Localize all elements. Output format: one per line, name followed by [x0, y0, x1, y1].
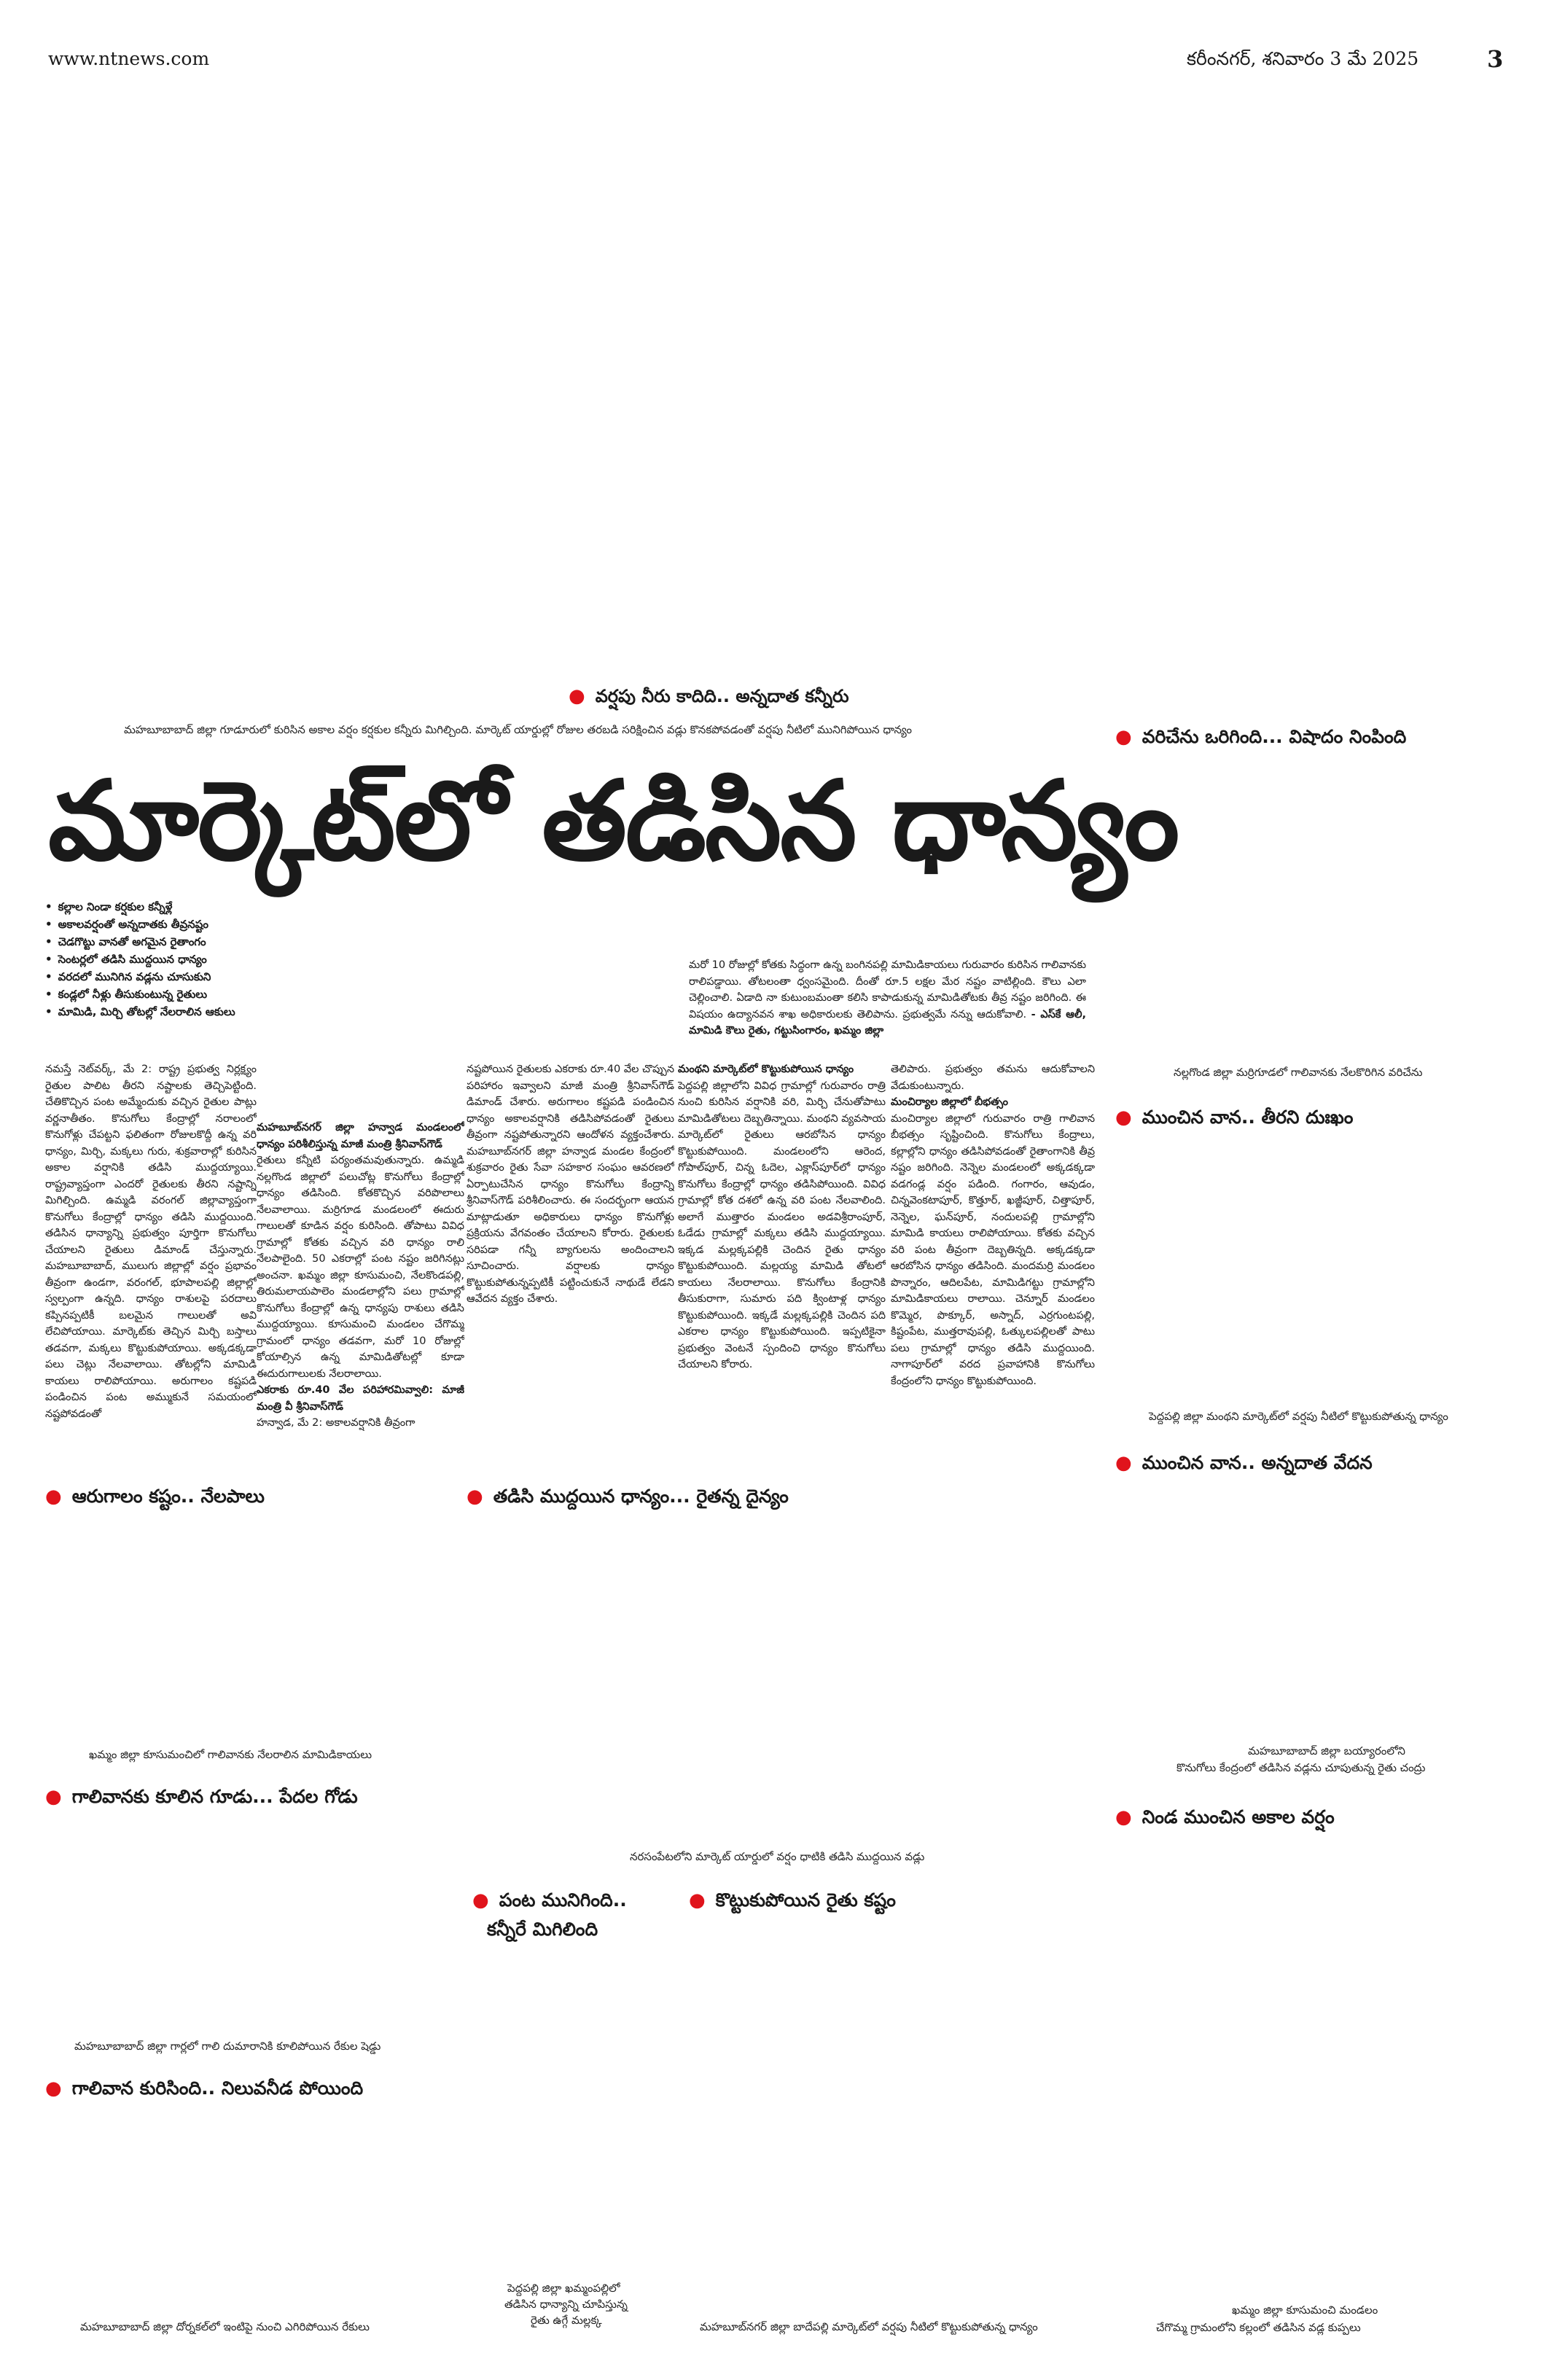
column-5-lead: తెలిపారు. ప్రభుత్వం తమను ఆదుకోవాలని వేడుకుంటున్నారు.	[891, 1064, 1095, 1092]
red-bullet-icon: ●	[472, 1889, 489, 1911]
column-5-subhead: మంచిర్యాల జిల్లాలో బీభత్సం	[891, 1096, 1009, 1108]
red-bullet-icon: ●	[1115, 1452, 1132, 1474]
column-4-body: పెద్దపల్లి జిల్లాలోని వివిధ గ్రామాల్లో గురువారం రాత్రి నుంచి కురిసిన వర్షానికి వరి, మిర్చి చేనుతోపాటు మామిడితోటలు దెబ్బతిన్నాయి. మంథని వ్యవసాయ మార్కెట్‌లో రైతులు ఆరబోసిన ధాన్యం కొట్టుకుపోయింది. మండలంలోని ఆరెంద, గోపాల్‌పూర్, చిన్న ఓదెల, ఎక్లాస్‌పూర్‌లో ధాన్యం కొనుగోలు కేంద్రాల్లో ధాన్యం తడిసిపోయింది. వివిధ గ్రామాల్లో కోత దశలో ఉన్న వరి పంట నేలవాలింది. అలాగే ముత్తారం మండలం అడవిశ్రీరాంపూర్, ఓడేడు గ్రామాల్లో మక్కలు తడిసి ముద్దయ్యాయి. ఇక్కడ మల్లక్కపల్లికి చెందిన రైతు ధాన్యం కొట్టుకుపోయింది. మల్లయ్య మామిడి తోటలో కాయలు నేలరాలాయి. కొనుగోలు కేంద్రానికి తీసుకురాగా, సుమారు పది క్వింటాళ్ల ధాన్యం కొట్టుకుపోయింది. ఇక్కడే మల్లక్కపల్లికి చెందిన పది ఎకరాల ధాన్యం కొట్టుకుపోయింది. ఇప్పటికైనా ప్రభుత్వం వెంటనే స్పందించి ధాన్యం కొనుగోలు చేయాలని కోరారు.	[678, 1080, 886, 1370]
lower-right-head: ● నిండ ముంచిన అకాల వర్షం	[1115, 1806, 1335, 1828]
bottom-caption-4-line-1: ఖమ్మం జిల్లా కూసుమంచి మండలం	[1232, 2303, 1378, 2317]
red-bullet-icon: ●	[45, 2077, 62, 2099]
right-head-3: ● ముంచిన వాన.. అన్నదాత వేదన	[1115, 1452, 1373, 1474]
right-head-2: ● ముంచిన వాన.. తీరని దుఃఖం	[1115, 1107, 1354, 1128]
right-caption-3: పెద్దపల్లి జిల్లా మంథని మార్కెట్‌లో వర్షపు నీటిలో కొట్టుకుపోతున్న ధాన్యం	[1149, 1410, 1448, 1423]
summary-bullets	[45, 898, 257, 1021]
center-lower-head-right: ● కొట్టుకుపోయిన రైతు కష్టం	[689, 1889, 896, 1911]
top-caption: మహబూబాబాద్ జిల్లా గూడూరులో కురిసిన అకాల వర్షం కర్షకుల కన్నీరు మిగిల్చింది. మార్కెట్ యార్డుల్లో రోజుల తరబడి సరిక్షించిన వడ్లు కొనకపోవడంతో వర్షపు నీటిలో మునిగిపోయిన ధాన్యం	[124, 723, 912, 736]
column-2-subhead: ఎకరాకు రూ.40 వేల పరిహారమివ్వాలి: మాజీ మంత్రి వీ శ్రీనివాస్‌గౌడ్	[257, 1384, 464, 1413]
bottom-caption-2-line-3: రైతు ఉగ్గే మల్లక్క	[531, 2314, 602, 2327]
bullet-item: • అకాలవర్షంతో అన్నదాతకు తీవ్రనష్టం	[45, 916, 257, 933]
red-bullet-icon: ●	[1115, 726, 1132, 748]
column-2-photo-caption: మహబూబ్‌నగర్ జిల్లా హన్వాడ మండలంలో ధాన్యం పరిశీలిస్తున్న మాజీ మంత్రి శ్రీనివాస్‌గౌడ్	[257, 1122, 464, 1150]
center-lower-head-left-line-2: కన్నీరే మిగిలింది	[487, 1919, 598, 1940]
bottom-caption-3: మహబూబ్‌నగర్ జిల్లా బాదేపల్లి మార్కెట్‌లో వర్షపు నీటిలో కొట్టుకుపోతున్న ధాన్యం	[700, 2320, 1038, 2333]
dateline: కరీంనగర్, శనివారం 3 మే 2025	[1187, 48, 1419, 69]
bullet-item: • కల్లాల నిండా కర్షకుల కన్నీళ్లే	[45, 898, 257, 916]
bullet-item: • వరదలో మునిగిన వడ్లను చూసుకుని	[45, 968, 257, 986]
lower-left-caption-2: మహబూబాబాద్ జిల్లా గార్లలో గాలి దుమారానికి కూలిపోయిన రేకుల షెడ్డు	[74, 2040, 381, 2053]
red-bullet-icon: ●	[467, 1486, 483, 1507]
kicker-left-bottom: ● ఆరుగాలం కష్టం.. నేలపాలు	[45, 1486, 265, 1507]
bullet-item: • కండ్లలో నీళ్లు తీసుకుంటున్న రైతులు	[45, 986, 257, 1003]
lower-right-caption-line-1: మహబూబాబాద్ జిల్లా బయ్యారంలోని	[1248, 1744, 1405, 1757]
article-column-1: నమస్తే నెట్‌వర్క్, మే 2: రాష్ట్ర ప్రభుత్వ నిర్లక్ష్యం రైతుల పాలిట తీరని నష్టాలకు తెచ్చిపెట్టింది. చేతికొచ్చిన పంట అమ్మేందుకు వచ్చిన రైతుల పాట్లు వర్ణనాతీతం. కొనుగోలు కేంద్రాల్లో నరాలంలో కొనుగోళ్లు చేపట్టని ఫలితంగా రోజులకొద్దీ ఉన్న వరి ధాన్యం, మిర్చి, మక్కలు గురు, శుక్రవారాల్లో కురిసిన అకాల వర్షానికి తడిసి ముద్దయ్యాయి. రాష్ట్రవ్యాప్తంగా ఎందరో రైతులకు తీరని నష్టాన్ని మిగిల్చింది. ఉమ్మడి వరంగల్ జిల్లావ్యాప్తంగా కొనుగోలు కేంద్రాల్లో ధాన్యం తడిసి ముద్దయింది. తడిసిన ధాన్యాన్ని ప్రభుత్వం పూర్తిగా కొనుగోలు చేయాలని రైతులు డిమాండ్ చేస్తున్నారు. మహబూబాబాద్, ములుగు జిల్లాల్లో వర్షం ప్రభావం తీవ్రంగా ఉండగా, వరంగల్, భూపాలపల్లి జిల్లాల్లో స్వల్పంగా ఉన్నది. ధాన్యం రాశులపై పరదాలు కప్పినప్పటికీ బలమైన గాలులతో అవి లేచిపోయాయి. మార్కెట్‌కు తెచ్చిన మిర్చి బస్తాలు తడవగా, మక్కలు కొట్టుకుపోయాయి. అక్కడక్కడా పలు చెట్లు నేలవాలాయి. తోటల్లోని మామిడి కాయలు రాలిపోయాయి. అరుగాలం కష్టపడి పండించిన పంట అమ్ముకునే సమయంలో నష్టపోవడంతో	[45, 1064, 257, 1420]
red-bullet-icon: ●	[1115, 1806, 1132, 1828]
article-column-4	[678, 1061, 886, 1470]
lower-left-caption-1: ఖమ్మం జిల్లా కూసుమంచిలో గాలివానకు నేలరాలిన మామిడికాయలు	[89, 1748, 372, 1761]
article-column-5	[891, 1061, 1095, 1470]
bullet-item: • చెడగొట్టు వానతో అగమైన రైతాంగం	[45, 933, 257, 951]
bottom-caption-2-line-2: తడిసిన ధాన్యాన్ని చూపిస్తున్న	[504, 2298, 628, 2311]
column-2-tail: హన్వాడ, మే 2: అకాలవర్షానికి తీవ్రంగా	[257, 1417, 415, 1429]
lower-left-head-2: ● గాలివాన కురిసింది.. నిలువనీడ పోయింది	[45, 2077, 364, 2099]
article-column-3: నష్టపోయిన రైతులకు ఎకరాకు రూ.40 వేల చొప్పున పరిహారం ఇవ్వాలని మాజీ మంత్రి శ్రీనివాస్‌గౌడ్ డిమాండ్ చేశారు. అరుగాలం కష్టపడి పండించిన ధాన్యం అకాలవర్షానికి తడిసిపోవడంతో రైతులు తీవ్రంగా నష్టపోతున్నారని ఆందోళన వ్యక్తంచేశారు. మహబూబ్‌నగర్ జిల్లా హన్వాడ మండల కేంద్రంలో శుక్రవారం రైతు సేవా సహకార సంఘం ఆవరణలో ఏర్పాటుచేసిన ధాన్యం కొనుగోలు కేంద్రాన్ని శ్రీనివాస్‌గౌడ్ పరిశీలించారు. ఈ సందర్భంగా ఆయన మాట్లాడుతూ అధికారులు ధాన్యం కొనుగోళ్లు ప్రక్రియను వేగవంతం చేయాలని కోరారు. రైతులకు సరిపడా గన్నీ బ్యాగులను అందించాలని సూచించారు. వర్షాలకు ధాన్యం కొట్టుకుపోతున్నప్పటికీ పట్టించుకునే నాథుడే లేడని ఆవేదన వ్యక్తం చేశారు.	[467, 1064, 674, 1305]
red-bullet-icon: ●	[689, 1889, 706, 1911]
bottom-caption-4-line-2: చేగొమ్మ గ్రామంలోని కల్లంలో తడిసిన వడ్ల కుప్పలు	[1156, 2321, 1361, 2334]
column-2-body: రైతులు కన్నీటి పర్యంతమవుతున్నారు. ఉమ్మడి నల్లగొండ జిల్లాలో పలుచోట్ల కొనుగోలు కేంద్రాల్లో ధాన్యం తడిసింది. కోతకొచ్చిన వరిపొలాలు నేలవాలాయి. మర్రిగూడ మండలంలో ఈదురు గాలులతో కూడిన వర్షం కురిసింది. తోపాటు వివిధ గ్రామాల్లో కోతకు వచ్చిన వరి ధాన్యం రాలి నేలపాలైంది. 50 ఎకరాల్లో పంట నష్టం జరిగినట్లు అంచనా. ఖమ్మం జిల్లా కూసుమంచి, నేలకొండపల్లి, తిరుమలాయపాలెం మండలాల్లోని పలు గ్రామాల్లో కొనుగోలు కేంద్రాల్లో ఉన్న ధాన్యపు రాశులు తడిసి ముద్దయ్యాయి. కూసుమంచి మండలం చేగొమ్మ గ్రామంలో ధాన్యం తడవగా, మరో 10 రోజుల్లో కోయాల్సిన ఉన్న మామిడితోటల్లో కూడా ఈదురుగాలులకు నేలరాలాయి.	[257, 1155, 464, 1380]
column-4-subhead: మంథని మార్కెట్‌లో కొట్టుకుపోయిన ధాన్యం	[678, 1064, 854, 1075]
lower-right-caption-line-2: కొనుగోలు కేంద్రంలో తడిసిన వడ్లను చూపుతున్న రైతు చంద్రు	[1176, 1761, 1426, 1774]
farmer-quote	[689, 957, 1086, 1045]
right-head-1: ● వరిచేను ఒరిగింది... విషాదం నింపింది	[1115, 726, 1407, 748]
center-lower-caption: నరసంపేటలోని మార్కెట్ యార్డులో వర్షం ధాటికి తడిసి ముద్దయిన వడ్లు	[630, 1850, 925, 1863]
kicker-middle-bottom: ● తడిసి ముద్దయిన ధాన్యం... రైతన్న దైన్యం	[467, 1486, 789, 1507]
red-bullet-icon: ●	[569, 685, 585, 707]
red-bullet-icon: ●	[45, 1486, 62, 1507]
page-number: 3	[1487, 45, 1504, 73]
main-headline: మార్కెట్‌లో తడిసిన ధాన్యం	[48, 758, 1179, 885]
farmer-quote-text: మరో 10 రోజుల్లో కోతకు సిద్ధంగా ఉన్న బంగినపల్లి మామిడికాయలు గురువారం కురిసిన గాలివానకు రాలిపడ్డాయి. తోటలంతా ధ్వంసమైంది. దీంతో రూ.5 లక్షల మేర నష్టం వాటిల్లింది. కౌలు ఎలా చెల్లించాలి. ఏడాది నా కుటుంబమంతా కలిసి కాపాడుకున్న మామిడితోటకు తీవ్ర నష్టం జరిగింది. ఈ విషయం ఉద్యానవన శాఖ అధికారులకు తెలిపాను. ప్రభుత్వమే నన్ను ఆదుకోవాలి.	[689, 959, 1086, 1021]
farmer-quote-byline: - ఎస్‌కే ఆలీ, మామిడి కౌలు రైతు, గట్టుసింగారం, ఖమ్మం జిల్లా	[689, 1008, 1086, 1037]
bottom-caption-1: మహబూబాబాద్ జిల్లా దోర్నకల్‌లో ఇంటిపై నుంచి ఎగిరిపోయిన రేకులు	[80, 2320, 370, 2333]
article-column-2	[257, 1120, 464, 1470]
center-lower-head-left: ● పంట మునిగింది..	[472, 1889, 627, 1911]
site-url: www.ntnews.com	[48, 48, 210, 69]
bottom-caption-2-line-1: పెద్దపల్లి జిల్లా ఖమ్మంపల్లిలో	[507, 2282, 620, 2295]
right-caption-2: నల్లగొండ జిల్లా మర్రిగూడలో గాలివానకు నేలకొరిగిన వరిచేను	[1174, 1066, 1423, 1079]
top-kicker: ● వర్షపు నీరు కాదిది.. అన్నదాత కన్నీరు	[569, 685, 849, 707]
lower-left-head-1: ● గాలివానకు కూలిన గూడు... పేదల గోడు	[45, 1786, 358, 1808]
bullet-item: • సెంటర్లలో తడిసి ముద్దయిన ధాన్యం	[45, 951, 257, 968]
bullet-item: • మామిడి, మిర్చి తోటల్లో నేలరాలిన ఆకులు	[45, 1003, 257, 1021]
column-5-body: మంచిర్యాల జిల్లాలో గురువారం రాత్రి గాలివాన బీభత్సం సృష్టించింది. కొనుగోలు కేంద్రాలు, కల్లాల్లోని ధాన్యం తడిసిపోవడంతో రైతాంగానికి తీవ్ర నష్టం జరిగింది. నెన్నెల మండలంలో అక్కడక్కడా వడగండ్ల వర్షం పడింది. గంగారం, ఆవుడం, చిన్నవెంకటాపూర్, కొత్తూర్, ఖజ్జీపూర్, చిత్తాపూర్, నెన్నెల, ఘన్‌పూర్, నందులపల్లి గ్రామాల్లోని మామిడి కాయలు రాలిపోయాయి. కోతకు వచ్చిన వరి పంట తీవ్రంగా దెబ్బతిన్నది. అక్కడక్కడా ఆరబోసిన ధాన్యం తడిసింది. మందమర్రి మండలం పొన్నారం, ఆదిలపేట, మామిడిగట్టు గ్రామాల్లోని మామిడికాయలు రాలాయి. చెన్నూర్ మండలం కొమ్మెర, పొక్కూర్, అస్నాద్, ఎర్రగుంటపల్లి, కిష్టంపేట, ముత్తరావుపల్లి, ఓత్కులపల్లిలతో పాటు పలు గ్రామాల్లో ధాన్యం తడిసి ముద్దయింది. నాగాపూర్‌లో వరద ప్రవాహానికి కొనుగోలు కేంద్రంలోని ధాన్యం కొట్టుకుపోయింది.	[891, 1112, 1095, 1387]
red-bullet-icon: ●	[45, 1786, 62, 1808]
red-bullet-icon: ●	[1115, 1107, 1132, 1128]
